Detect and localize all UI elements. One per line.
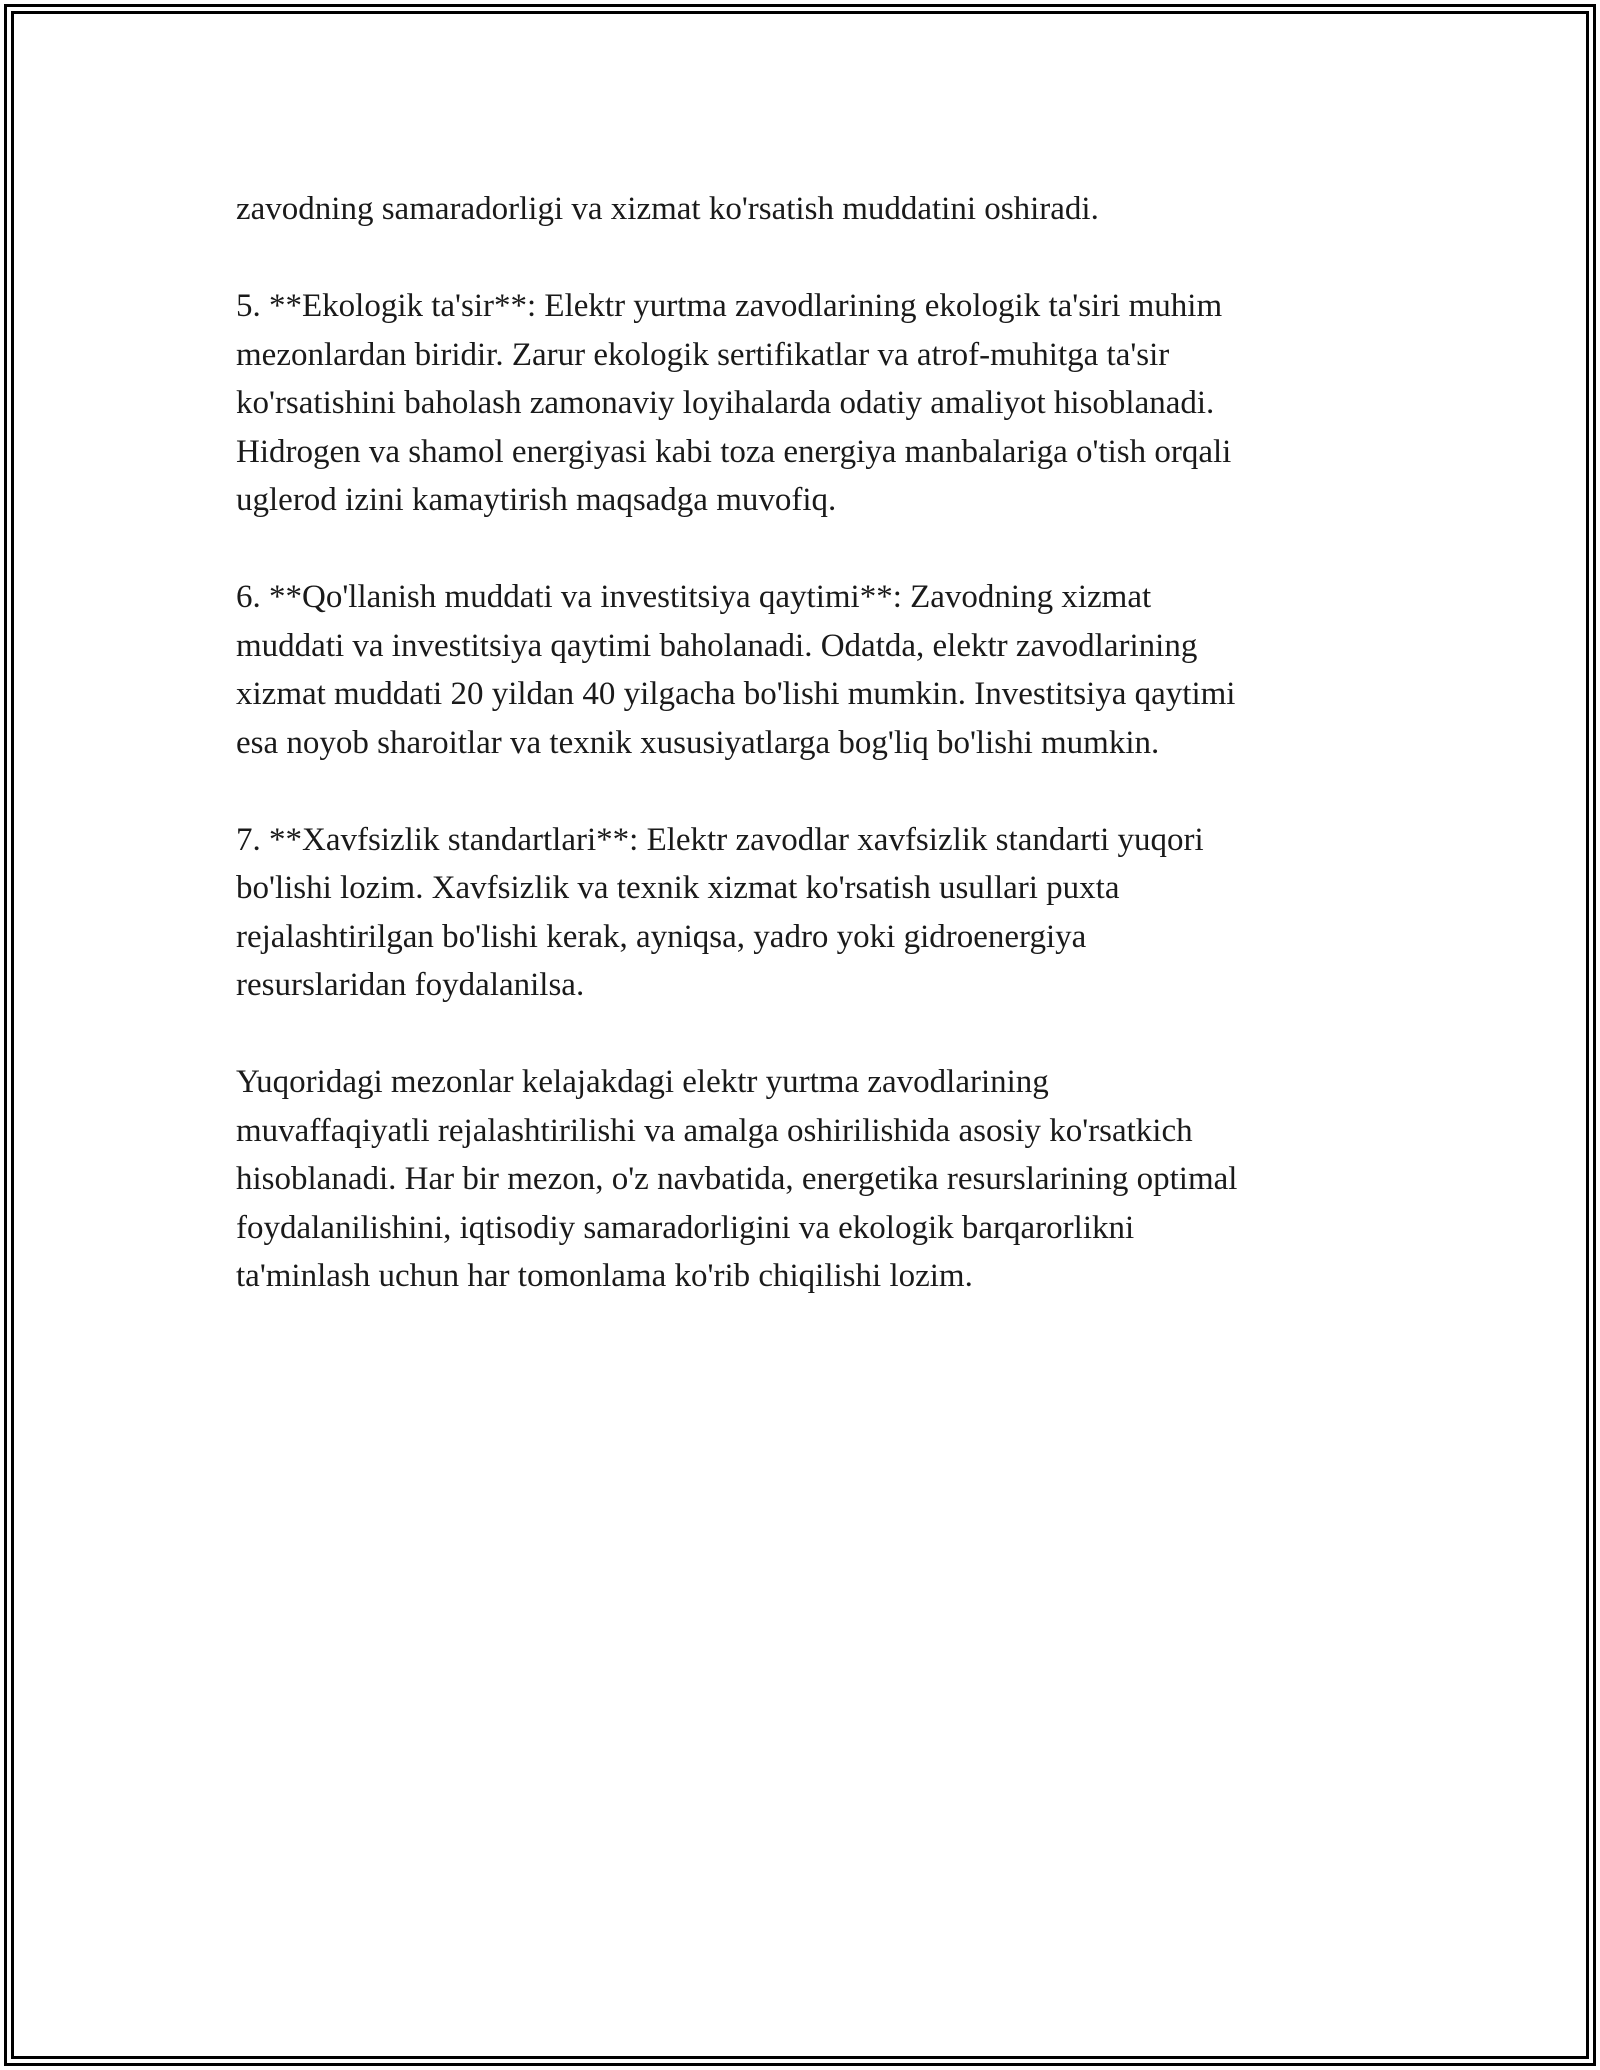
paragraph-continuation: zavodning samaradorligi va xizmat ko'rsatish muddatini oshiradi. (236, 191, 1099, 227)
paragraph-conclusion: Yuqoridagi mezonlar kelajakdagi elektr yurtma zavodlarining muvaffaqiyatli rejalashtirilishi va amalga oshirilishida asosiy ko'rsatkich hisoblanadi. Har bir mezon, o'z navbatida, energetika resurslarining optimal foydalanilishini, iqtisodiy samaradorligini va ekologik barqarorlikni ta'minlash uchun har tomonlama ko'rib chiqilishi lozim. (236, 1064, 1238, 1294)
paragraph-xavfsizlik-standartlari: 7. **Xavfsizlik standartlari**: Elektr zavodlar xavfsizlik standarti yuqori bo'lishi lozim. Xavfsizlik va texnik xizmat ko'rsatish usullari puxta rejalashtirilgan bo'lishi kerak, ayniqsa, yadro yoki gidroenergiya resurslaridan foydalanilsa. (236, 821, 1204, 1003)
paragraph-qollanish-muddati: 6. **Qo'llanish muddati va investitsiya qaytimi**: Zavodning xizmat muddati va investitsiya qaytimi baholanadi. Odatda, elektr zavodlarining xizmat muddati 20 yildan 40 yilgacha bo'lishi mumkin. Investitsiya qaytimi esa noyob sharoitlar va texnik xususiyatlarga bog'liq bo'lishi mumkin. (236, 579, 1236, 761)
document-body (236, 185, 1366, 1349)
paragraph-ekologik-tasir: 5. **Ekologik ta'sir**: Elektr yurtma zavodlarining ekologik ta'siri muhim mezonlardan biridir. Zarur ekologik sertifikatlar va atrof-muhitga ta'sir ko'rsatishini baholash zamonaviy loyihalarda odatiy amaliyot hisoblanadi. Hidrogen va shamol energiyasi kabi toza energiya manbalariga o'tish orqali uglerod izini kamaytirish maqsadga muvofiq. (236, 288, 1232, 518)
